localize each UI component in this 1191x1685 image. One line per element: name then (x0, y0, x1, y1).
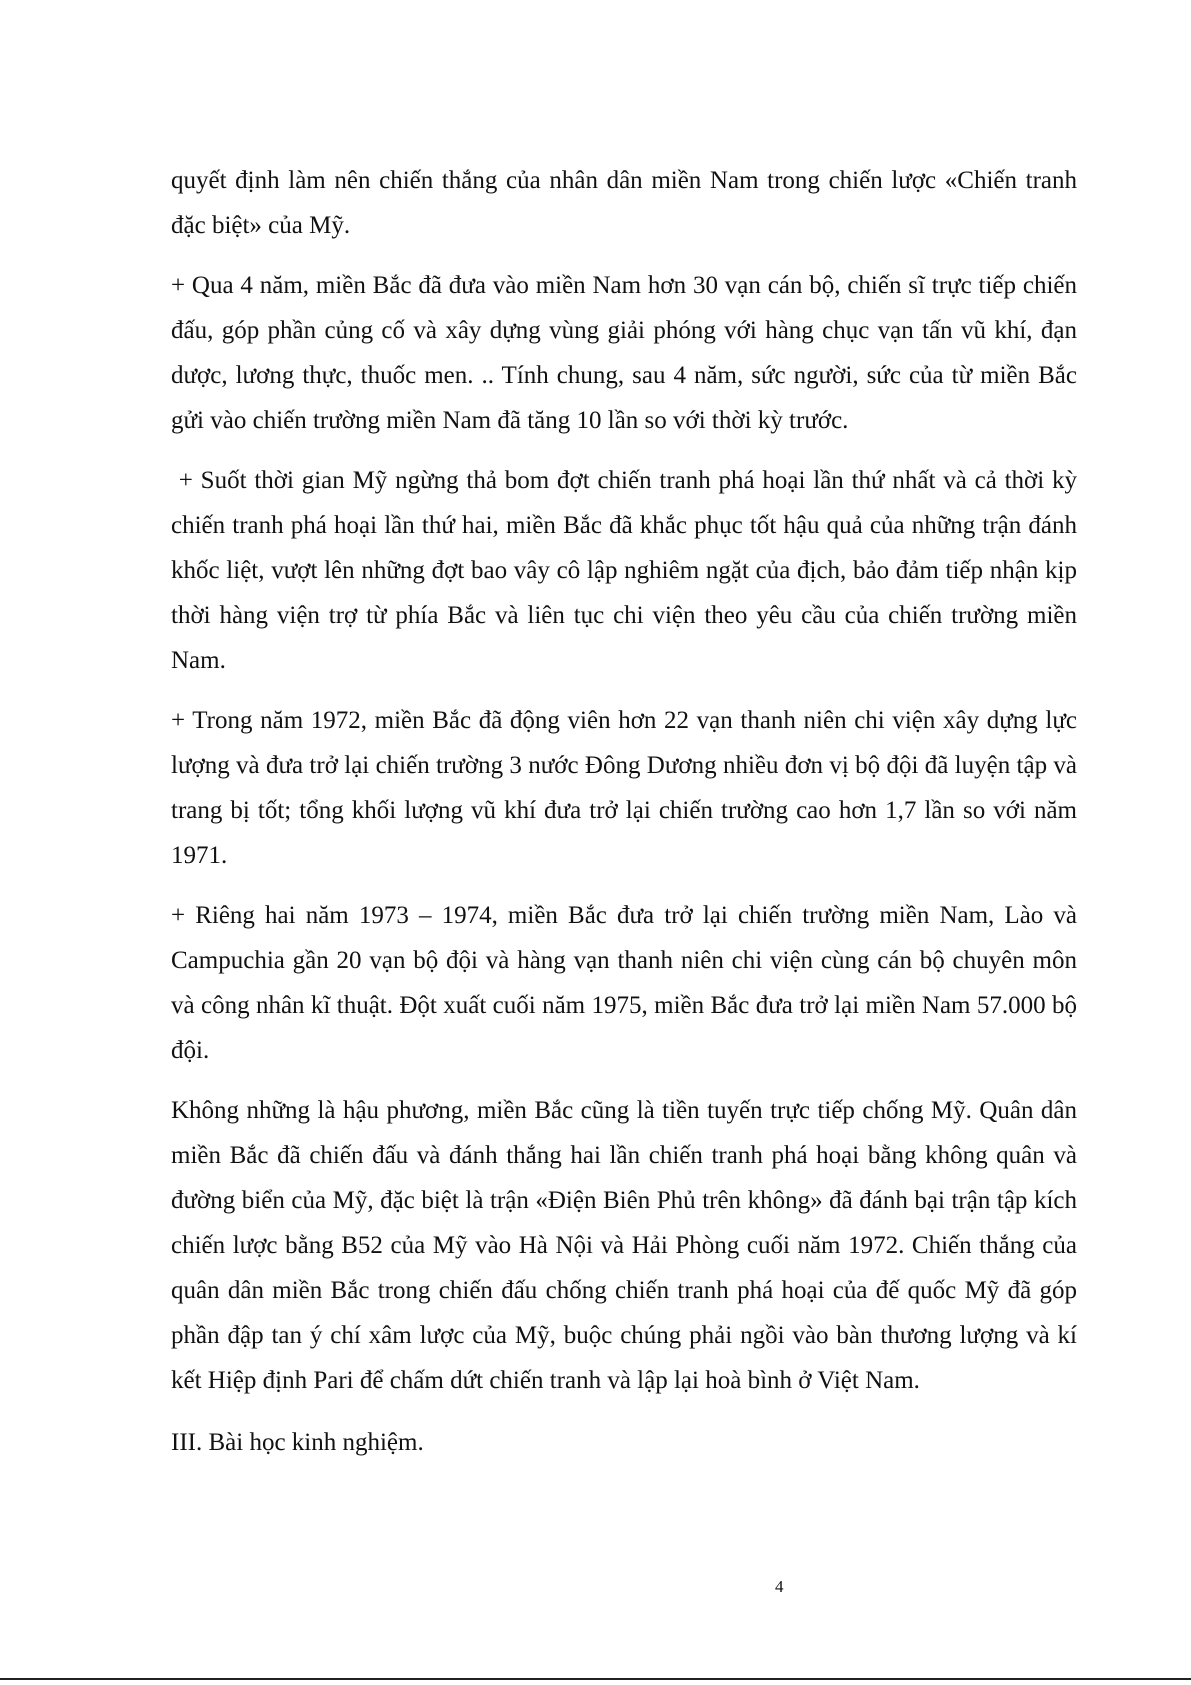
paragraph-years-1973-1974: + Riêng hai năm 1973 – 1974, miền Bắc đưa trở lại chiến trường miền Nam, Lào và Campuchia gần 20 vạn bộ đội và hàng vạn thanh niên chi viện cùng cán bộ chuyên môn và công nhân kĩ thuật. Đột xuất cuối năm 1975, miền Bắc đưa trở lại miền Nam 57.000 bộ đội. (171, 902, 1077, 1064)
page-number: 4 (775, 1577, 784, 1596)
section-heading-lessons: III. Bài học kinh nghiệm. (171, 1429, 424, 1456)
bottom-divider (0, 1678, 1191, 1680)
paragraph-bombing-recovery: + Suốt thời gian Mỹ ngừng thả bom đợt chiến tranh phá hoại lần thứ nhất và cả thời kỳ chiến tranh phá hoại lần thứ hai, miền Bắc đã khắc phục tốt hậu quả của những trận đánh khốc liệt, vượt lên những đợt bao vây cô lập nghiêm ngặt của địch, bảo đảm tiếp nhận kịp thời hàng viện trợ từ phía Bắc và liên tục chi viện theo yêu cầu của chiến trường miền Nam. (171, 467, 1084, 674)
paragraph-north-frontline: Không những là hậu phương, miền Bắc cũng là tiền tuyến trực tiếp chống Mỹ. Quân dân miền Bắc đã chiến đấu và đánh thắng hai lần chiến tranh phá hoại bằng không quân và đường biển của Mỹ, đặc biệt là trận «Điện Biên Phủ trên không» đã đánh bại trận tập kích chiến lược bằng B52 của Mỹ vào Hà Nội và Hải Phòng cuối năm 1972. Chiến thắng của quân dân miền Bắc trong chiến đấu chống chiến tranh phá hoại của đế quốc Mỹ đã góp phần đập tan ý chí xâm lược của Mỹ, buộc chúng phải ngồi vào bàn thương lượng và kí kết Hiệp định Pari để chấm dứt chiến tranh và lập lại hoà bình ở Việt Nam. (171, 1097, 1077, 1394)
document-body (171, 158, 1084, 1465)
paragraph-continuation: quyết định làm nên chiến thắng của nhân dân miền Nam trong chiến lược «Chiến tranh đặc biệt» của Mỹ. (171, 167, 1077, 239)
paragraph-cadres-sent-south: + Qua 4 năm, miền Bắc đã đưa vào miền Nam hơn 30 vạn cán bộ, chiến sĩ trực tiếp chiến đấu, góp phần củng cố và xây dựng vùng giải phóng với hàng chục vạn tấn vũ khí, đạn dược, lương thực, thuốc men. .. Tính chung, sau 4 năm, sức người, sức của từ miền Bắc gửi vào chiến trường miền Nam đã tăng 10 lần so với thời kỳ trước. (171, 272, 1077, 434)
paragraph-year-1972: + Trong năm 1972, miền Bắc đã động viên hơn 22 vạn thanh niên chi viện xây dựng lực lượng và đưa trở lại chiến trường 3 nước Đông Dương nhiều đơn vị bộ đội đã luyện tập và trang bị tốt; tổng khối lượng vũ khí đưa trở lại chiến trường cao hơn 1,7 lần so với năm 1971. (171, 707, 1077, 869)
